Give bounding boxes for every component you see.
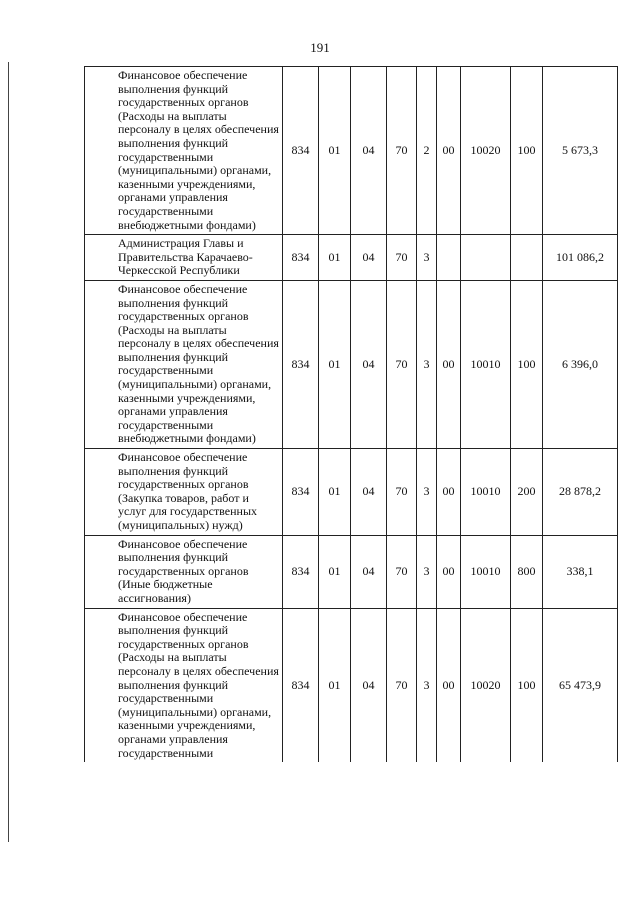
expense-type-code: 800 (511, 535, 543, 608)
table-row (85, 280, 618, 448)
activity-code: 00 (437, 67, 461, 235)
direction-code: 10020 (461, 608, 511, 762)
subprogram-code: 3 (417, 449, 437, 536)
page-number: 191 (310, 40, 330, 55)
expense-type-code: 100 (511, 67, 543, 235)
amount: 65 473,9 (543, 608, 618, 762)
row-description: Финансовое обеспечение выполнения функций государственных органов (Расходы на выплаты персоналу в целях обеспечения выполнения функций государственными (муниципальными) органами, казенными учреждениями, органами управления государственными внебюджетными фондами) (85, 280, 283, 448)
section-code: 01 (319, 449, 351, 536)
subsection-code: 04 (351, 67, 387, 235)
section-code: 01 (319, 535, 351, 608)
subprogram-code: 3 (417, 535, 437, 608)
table-row (85, 67, 618, 235)
program-code: 70 (387, 608, 417, 762)
activity-code: 00 (437, 608, 461, 762)
program-code: 70 (387, 235, 417, 281)
table-row (85, 608, 618, 762)
subsection-code: 04 (351, 608, 387, 762)
activity-code: 00 (437, 449, 461, 536)
ministry-code: 834 (283, 280, 319, 448)
program-code: 70 (387, 535, 417, 608)
direction-code: 10010 (461, 449, 511, 536)
ministry-code: 834 (283, 67, 319, 235)
program-code: 70 (387, 280, 417, 448)
section-code: 01 (319, 280, 351, 448)
direction-code: 10010 (461, 280, 511, 448)
row-description: Финансовое обеспечение выполнения функций государственных органов (Расходы на выплаты персоналу в целях обеспечения выполнения функций государственными (муниципальными) органами, казенными учреждениями, органами управления государственными внебюджетными фондами) (85, 67, 283, 235)
row-description: Финансовое обеспечение выполнения функций государственных органов (Расходы на выплаты персоналу в целях обеспечения выполнения функций государственными (муниципальными) органами, казенными учреждениями, органами управления государственными (85, 608, 283, 762)
activity-code: 00 (437, 535, 461, 608)
program-code: 70 (387, 67, 417, 235)
table-row (85, 235, 618, 281)
table-row (85, 535, 618, 608)
ministry-code: 834 (283, 608, 319, 762)
section-code: 01 (319, 67, 351, 235)
activity-code: 00 (437, 280, 461, 448)
expense-type-code (511, 235, 543, 281)
amount: 5 673,3 (543, 67, 618, 235)
subprogram-code: 2 (417, 67, 437, 235)
expense-type-code: 100 (511, 280, 543, 448)
row-description: Финансовое обеспечение выполнения функций государственных органов (Иные бюджетные ассигнования) (85, 535, 283, 608)
subprogram-code: 3 (417, 235, 437, 281)
ministry-code: 834 (283, 449, 319, 536)
amount: 101 086,2 (543, 235, 618, 281)
ministry-code: 834 (283, 535, 319, 608)
subprogram-code: 3 (417, 608, 437, 762)
subsection-code: 04 (351, 280, 387, 448)
amount: 338,1 (543, 535, 618, 608)
section-code: 01 (319, 235, 351, 281)
direction-code (461, 235, 511, 281)
subsection-code: 04 (351, 535, 387, 608)
subsection-code: 04 (351, 235, 387, 281)
budget-table (84, 66, 618, 762)
amount: 28 878,2 (543, 449, 618, 536)
section-code: 01 (319, 608, 351, 762)
subsection-code: 04 (351, 449, 387, 536)
margin-rule (8, 62, 9, 842)
expense-type-code: 200 (511, 449, 543, 536)
program-code: 70 (387, 449, 417, 536)
direction-code: 10020 (461, 67, 511, 235)
expense-type-code: 100 (511, 608, 543, 762)
amount: 6 396,0 (543, 280, 618, 448)
table-row (85, 449, 618, 536)
subprogram-code: 3 (417, 280, 437, 448)
direction-code: 10010 (461, 535, 511, 608)
row-description: Администрация Главы и Правительства Карачаево-Черкесской Республики (85, 235, 283, 281)
ministry-code: 834 (283, 235, 319, 281)
row-description: Финансовое обеспечение выполнения функций государственных органов (Закупка товаров, работ и услуг для государственных (муниципальных) нужд) (85, 449, 283, 536)
activity-code (437, 235, 461, 281)
